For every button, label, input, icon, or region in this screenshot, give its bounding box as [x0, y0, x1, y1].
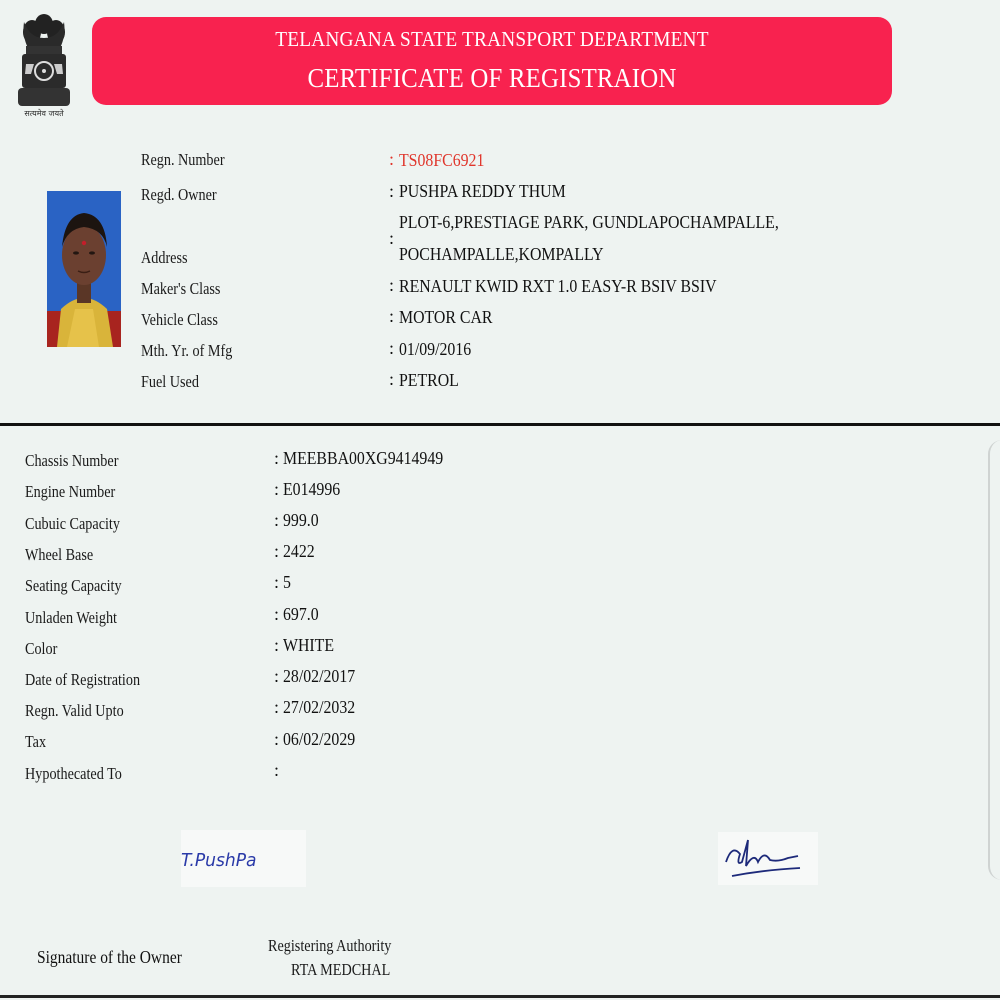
- color-value: WHITE: [283, 635, 335, 655]
- makers-class-value: RENAULT KWID RXT 1.0 EASY-R BSIV BSIV: [399, 276, 717, 296]
- date-of-registration-value: 28/02/2017: [283, 666, 356, 686]
- fuel-used-value: PETROL: [399, 370, 459, 390]
- colon: :: [274, 760, 280, 780]
- address-value-line2: POCHAMPALLE,KOMPALLY: [399, 244, 604, 264]
- colon: :: [274, 448, 280, 468]
- page-edge-shadow: [988, 440, 1000, 880]
- colon: :: [274, 510, 280, 530]
- mfg-date-value: 01/09/2016: [399, 339, 472, 359]
- colon: :: [274, 479, 280, 499]
- cubic-capacity-value: 999.0: [283, 510, 319, 530]
- regn-valid-upto-value: 27/02/2032: [283, 697, 356, 717]
- emblem-motto: सत्यमेव जयते: [24, 109, 64, 118]
- owner-signature: [181, 830, 306, 887]
- national-emblem-icon: [14, 2, 74, 122]
- regd-owner-value: PUSHPA REDDY THUM: [399, 181, 566, 201]
- vehicle-class-label: Vehicle Class: [141, 310, 218, 329]
- colon: :: [389, 338, 395, 358]
- engine-number-value: E014996: [283, 479, 341, 499]
- seating-capacity-value: 5: [283, 572, 291, 592]
- mfg-date-label: Mth. Yr. of Mfg: [141, 341, 233, 360]
- colon: :: [389, 369, 395, 389]
- colon: :: [274, 697, 280, 717]
- header-banner: [92, 17, 892, 105]
- unladen-weight-label: Unladen Weight: [25, 608, 117, 627]
- chassis-number-value: MEEBBA00XG9414949: [283, 448, 444, 468]
- regd-owner-label: Regd. Owner: [141, 185, 217, 204]
- certificate-title: CERTIFICATE OF REGISTRAION: [307, 63, 677, 93]
- address-label: Address: [141, 248, 188, 267]
- fuel-used-label: Fuel Used: [141, 372, 199, 391]
- colon: :: [274, 666, 280, 686]
- makers-class-label: Maker's Class: [141, 279, 221, 298]
- colon: :: [274, 541, 280, 561]
- colon: :: [274, 729, 280, 749]
- unladen-weight-value: 697.0: [283, 604, 319, 624]
- regn-number-label: Regn. Number: [141, 150, 225, 169]
- hypothecated-to-label: Hypothecated To: [25, 764, 122, 783]
- tax-value: 06/02/2029: [283, 729, 356, 749]
- owner-photo: [47, 191, 121, 347]
- authority-signature: [718, 832, 818, 885]
- color-label: Color: [25, 639, 58, 658]
- regn-number-value: TS08FC6921: [399, 150, 485, 170]
- tax-label: Tax: [25, 732, 47, 751]
- colon: :: [389, 228, 395, 248]
- owner-signature-text: T.PushPa: [181, 850, 257, 872]
- colon: :: [274, 635, 280, 655]
- address-value-line1: PLOT-6,PRESTIAGE PARK, GUNDLAPOCHAMPALLE,: [399, 212, 779, 232]
- department-name: TELANGANA STATE TRANSPORT DEPARTMENT: [275, 27, 709, 51]
- colon: :: [389, 181, 395, 201]
- date-of-registration-label: Date of Registration: [25, 670, 141, 689]
- authority-label: Registering Authority: [268, 936, 392, 955]
- seating-capacity-label: Seating Capacity: [25, 576, 122, 595]
- owner-signature-label: Signature of the Owner: [37, 947, 182, 967]
- authority-office: RTA MEDCHAL: [291, 960, 391, 979]
- chassis-number-label: Chassis Number: [25, 451, 119, 470]
- colon: :: [389, 306, 395, 326]
- bottom-border: [0, 995, 1000, 998]
- regn-valid-upto-label: Regn. Valid Upto: [25, 701, 124, 720]
- colon: :: [389, 149, 395, 169]
- cubic-capacity-label: Cubuic Capacity: [25, 514, 120, 533]
- colon: :: [274, 604, 280, 624]
- section-divider: [0, 423, 1000, 426]
- colon: :: [274, 572, 280, 592]
- colon: :: [389, 275, 395, 295]
- engine-number-label: Engine Number: [25, 482, 116, 501]
- wheel-base-value: 2422: [283, 541, 315, 561]
- wheel-base-label: Wheel Base: [25, 545, 94, 564]
- vehicle-class-value: MOTOR CAR: [399, 307, 493, 327]
